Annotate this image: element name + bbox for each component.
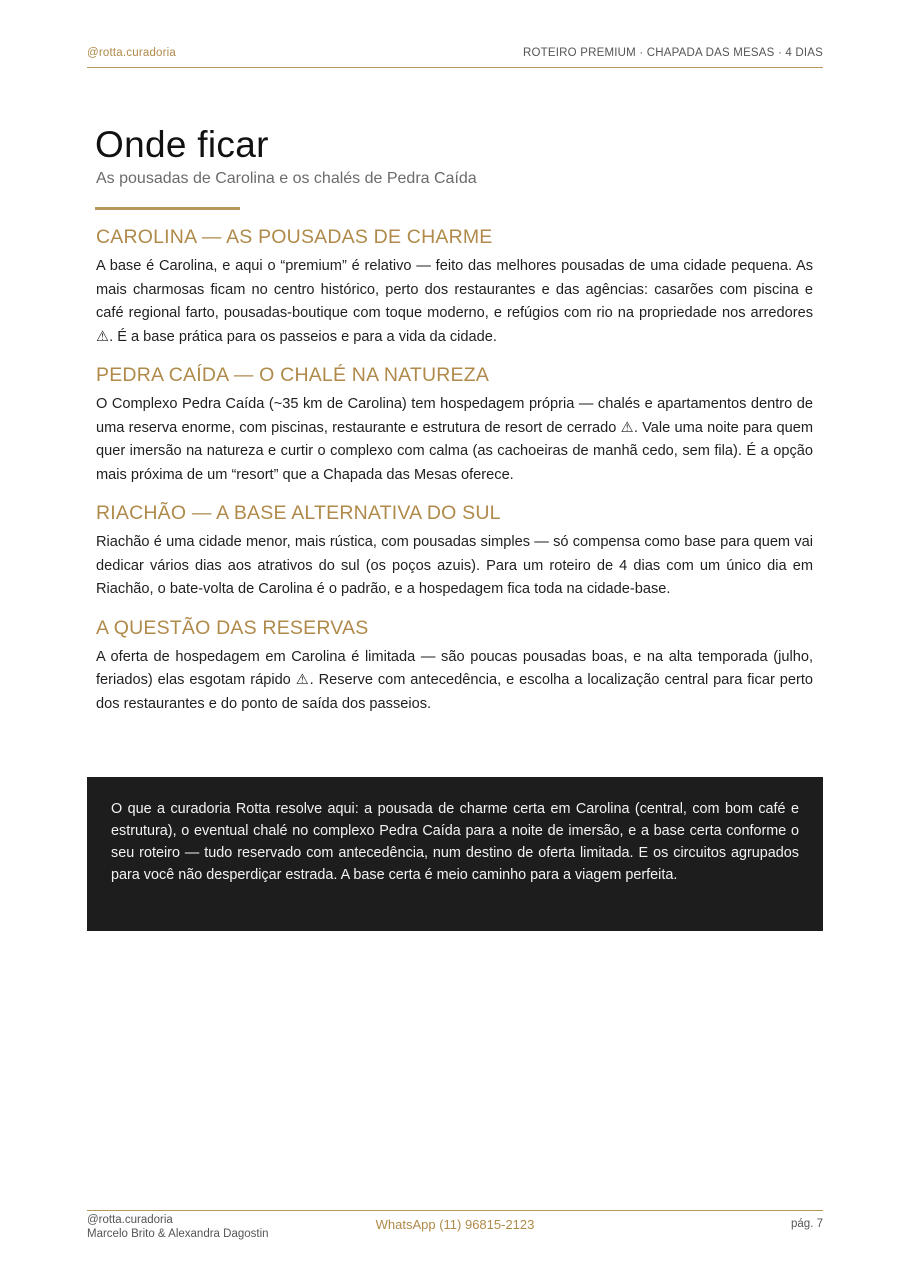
page-title: Onde ficar [95, 124, 269, 165]
page-header [87, 46, 823, 68]
section-body: Riachão é uma cidade menor, mais rústica, com pousadas simples — só compensa como base para quem vai dedicar vários dias aos atrativos do sul (os poços azuis). Para um roteiro de 4 dias com um único dia em Riachão, o bate-volta de Carolina é o padrão, e a hospedagem fica toda na cidade-base. [96, 534, 813, 597]
section-body: A base é Carolina, e aqui o “premium” é relativo — feito das melhores pousadas de uma cidade pequena. As mais charmosas ficam no centro histórico, perto dos restaurantes e das agências: casarões com piscina e café regional farto, pousadas-boutique com toque moderno, e refúgios com rio na propriedade nos arredores ⚠. É a base prática para os passeios e para a vida da cidade. [96, 258, 813, 345]
footer-whatsapp-contact: WhatsApp (11) 96815-2123 [375, 1217, 535, 1232]
curadoria-callout-box [87, 777, 823, 931]
section-carolina [96, 224, 813, 349]
section-heading: A QUESTÃO DAS RESERVAS [96, 616, 369, 639]
section-body: A oferta de hospedagem em Carolina é limitada — são poucas pousadas boas, e na alta temporada (julho, feriados) elas esgotam rápido ⚠. Reserve com antecedência, e escolha a localização central para ficar perto dos restaurantes e do ponto de saída dos passeios. [96, 648, 813, 712]
section-heading: PEDRA CAÍDA — O CHALÉ NA NATUREZA [96, 364, 490, 386]
footer-handle: @rotta.curadoria [87, 1214, 173, 1226]
section-heading: RIACHÃO — A BASE ALTERNATIVA DO SUL [96, 502, 501, 524]
header-handle: @rotta.curadoria [87, 47, 177, 59]
header-running-title: ROTEIRO PREMIUM · CHAPADA DAS MESAS · 4 DIAS [523, 47, 823, 59]
section-body: O Complexo Pedra Caída (~35 km de Carolina) tem hospedagem própria — chalés e apartamentos dentro de uma reserva enorme, com piscinas, restaurante e estrutura de resort de cerrado ⚠. Vale uma noite para quem quer imersão na natureza e curtir o complexo com calma (as cachoeiras de manhã cedo, sem fila). É a opção mais próxima de um “resort” que a Chapada das Mesas oferece. [96, 396, 813, 483]
callout-text: O que a curadoria Rotta resolve aqui: a pousada de charme certa em Carolina (central, com bom café e estrutura), o eventual chalé no complexo Pedra Caída para a noite de imersão, e a base certa conforme o seu roteiro — tudo reservado com antecedência, num destino de oferta limitada. E os circuitos agrupados para você não desperdiçar estrada. A base certa é meio caminho para a viagem perfeita. [111, 801, 799, 883]
footer-authors: Marcelo Brito & Alexandra Dagostin [87, 1228, 269, 1240]
title-divider [95, 207, 240, 210]
section-riachao [96, 500, 813, 602]
main-content [96, 224, 813, 729]
page-number: pág. 7 [791, 1218, 823, 1230]
page-footer [87, 1210, 823, 1243]
section-pedra-caida [96, 362, 813, 487]
page-subtitle: As pousadas de Carolina e os chalés de Pedra Caída [96, 170, 477, 187]
section-reservas [96, 615, 813, 717]
section-heading: CAROLINA — AS POUSADAS DE CHARME [96, 226, 493, 248]
